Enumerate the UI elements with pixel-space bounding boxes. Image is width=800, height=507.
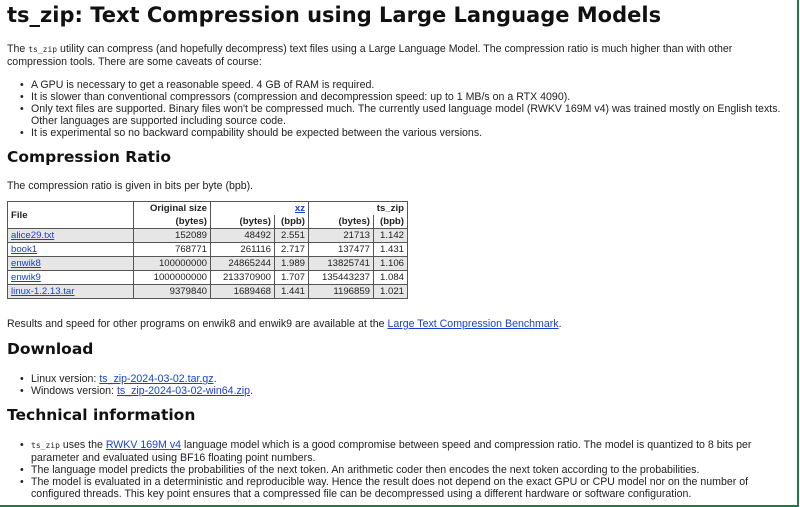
- original-size-cell: 152089: [134, 229, 211, 243]
- file-link[interactable]: book1: [11, 244, 38, 255]
- download-heading: Download: [7, 340, 94, 358]
- xz-bytes-cell: 213370900: [211, 271, 275, 285]
- col-xz-bytes-unit: (bytes): [211, 215, 275, 229]
- list-item: • A GPU is necessary to get a reasonable speed. 4 GB of RAM is required.: [19, 79, 793, 91]
- list-item: • The language model predicts the probabilities of the next token. An arithmetic coder then encodes the next token according to the probabilities.: [19, 464, 793, 476]
- tszip-bpb-cell: 1.084: [374, 271, 408, 285]
- tszip-bpb-cell: 1.431: [374, 243, 408, 257]
- table-row: [8, 257, 408, 271]
- xz-link[interactable]: xz: [294, 203, 305, 214]
- original-size-cell: 100000000: [134, 257, 211, 271]
- tszip-code: ts_zip: [31, 441, 60, 450]
- xz-bpb-cell: 2.717: [275, 243, 309, 257]
- rwkv-link[interactable]: RWKV 169M v4: [105, 439, 182, 451]
- results-paragraph: [7, 318, 793, 330]
- results-after: .: [558, 318, 562, 330]
- benchmark-link[interactable]: Large Text Compression Benchmark: [387, 318, 559, 330]
- tszip-bytes-cell: 137477: [309, 243, 374, 257]
- table-row: [8, 285, 408, 299]
- linux-download-link[interactable]: ts_zip-2024-03-02.tar.gz: [99, 373, 214, 385]
- col-xz-bpb-unit: (bpb): [275, 215, 309, 229]
- xz-bytes-cell: 24865244: [211, 257, 275, 271]
- file-link[interactable]: linux-1.2.13.tar: [11, 286, 75, 297]
- file-link[interactable]: enwik8: [11, 258, 41, 269]
- download-list: [19, 373, 793, 397]
- intro-after: utility can compress (and hopefully decompress) text files using a Large Language Model. The compression ratio is much higher than with other compression tools. There are some caveats of course:: [7, 43, 733, 68]
- col-original-unit: (bytes): [134, 215, 211, 229]
- table-row: [8, 243, 408, 257]
- xz-bpb-cell: 1.989: [275, 257, 309, 271]
- file-cell[interactable]: [8, 229, 134, 243]
- tszip-bpb-cell: 1.021: [374, 285, 408, 299]
- list-item: • It is slower than conventional compressors (compression and decompression speed: up to 1 MB/s on a RTX 4090).: [19, 91, 793, 103]
- list-item: • It is experimental so no backward compability should be expected between the various versions.: [19, 127, 793, 139]
- download-label: Windows version:: [31, 385, 117, 397]
- tszip-bpb-cell: 1.106: [374, 257, 408, 271]
- tszip-bytes-cell: 135443237: [309, 271, 374, 285]
- tszip-bytes-cell: 1196859: [309, 285, 374, 299]
- col-xz-header[interactable]: [275, 202, 309, 216]
- technical-list: [19, 439, 793, 500]
- col-tszip-header: ts_zip: [374, 202, 408, 216]
- download-after: .: [250, 385, 254, 397]
- compression-table: [7, 201, 408, 299]
- original-size-cell: 768771: [134, 243, 211, 257]
- windows-download-link[interactable]: ts_zip-2024-03-02-win64.zip: [116, 385, 251, 397]
- xz-bytes-cell: 1689468: [211, 285, 275, 299]
- intro-paragraph: [7, 43, 793, 68]
- xz-bytes-cell: 261116: [211, 243, 275, 257]
- file-link[interactable]: alice29.txt: [11, 230, 55, 241]
- file-cell[interactable]: [8, 243, 134, 257]
- original-size-cell: 9379840: [134, 285, 211, 299]
- col-file-header: File: [8, 202, 134, 229]
- download-after: .: [213, 373, 217, 385]
- list-item: • Only text files are supported. Binary files won't be compressed much. The currently used language model (RWKV 169M v4) was trained mostly on English texts. Other languages are supported including source code.: [19, 103, 793, 127]
- col-tszip-bpb-unit: (bpb): [374, 215, 408, 229]
- list-item: [19, 385, 793, 397]
- col-tszip-bytes-unit: (bytes): [309, 215, 374, 229]
- file-cell[interactable]: [8, 285, 134, 299]
- tszip-bytes-cell: 21713: [309, 229, 374, 243]
- caveats-list: [19, 79, 793, 139]
- file-link[interactable]: enwik9: [11, 272, 41, 283]
- download-label: Linux version:: [31, 373, 100, 385]
- tszip-bpb-cell: 1.142: [374, 229, 408, 243]
- intro-before: The: [7, 43, 29, 55]
- list-item: • The model is evaluated in a deterministic and reproducible way. Hence the result does not depend on the exact GPU or CPU model nor on the number of configured threads. This key point ensures that a compressed file can be decompressed using a different hardware or software configuration.: [19, 476, 793, 500]
- compression-text: The compression ratio is given in bits per byte (bpb).: [7, 180, 254, 192]
- results-before: Results and speed for other programs on enwik8 and enwik9 are available at the: [7, 318, 388, 330]
- xz-bpb-cell: 2.551: [275, 229, 309, 243]
- tszip-bytes-cell: 13825741: [309, 257, 374, 271]
- compression-heading: Compression Ratio: [7, 148, 172, 166]
- xz-bpb-cell: 1.707: [275, 271, 309, 285]
- col-original-header: Original size: [134, 202, 211, 216]
- file-cell[interactable]: [8, 271, 134, 285]
- page-title: ts_zip: Text Compression using Large Language Models: [7, 3, 662, 27]
- intro-code: ts_zip: [28, 45, 58, 54]
- xz-bytes-cell: 48492: [211, 229, 275, 243]
- list-item: [19, 373, 793, 385]
- list-item: [19, 439, 793, 464]
- file-cell[interactable]: [8, 257, 134, 271]
- technical-heading: Technical information: [7, 406, 196, 424]
- table-row: [8, 229, 408, 243]
- table-row: [8, 271, 408, 285]
- xz-bpb-cell: 1.441: [275, 285, 309, 299]
- original-size-cell: 1000000000: [134, 271, 211, 285]
- technical-mid: uses the: [59, 439, 106, 451]
- technical-after: language model which is a good compromise between speed and compression ratio. The model is quantized to 8 bits per parameter and evaluated using BF16 floating point numbers.: [31, 439, 752, 464]
